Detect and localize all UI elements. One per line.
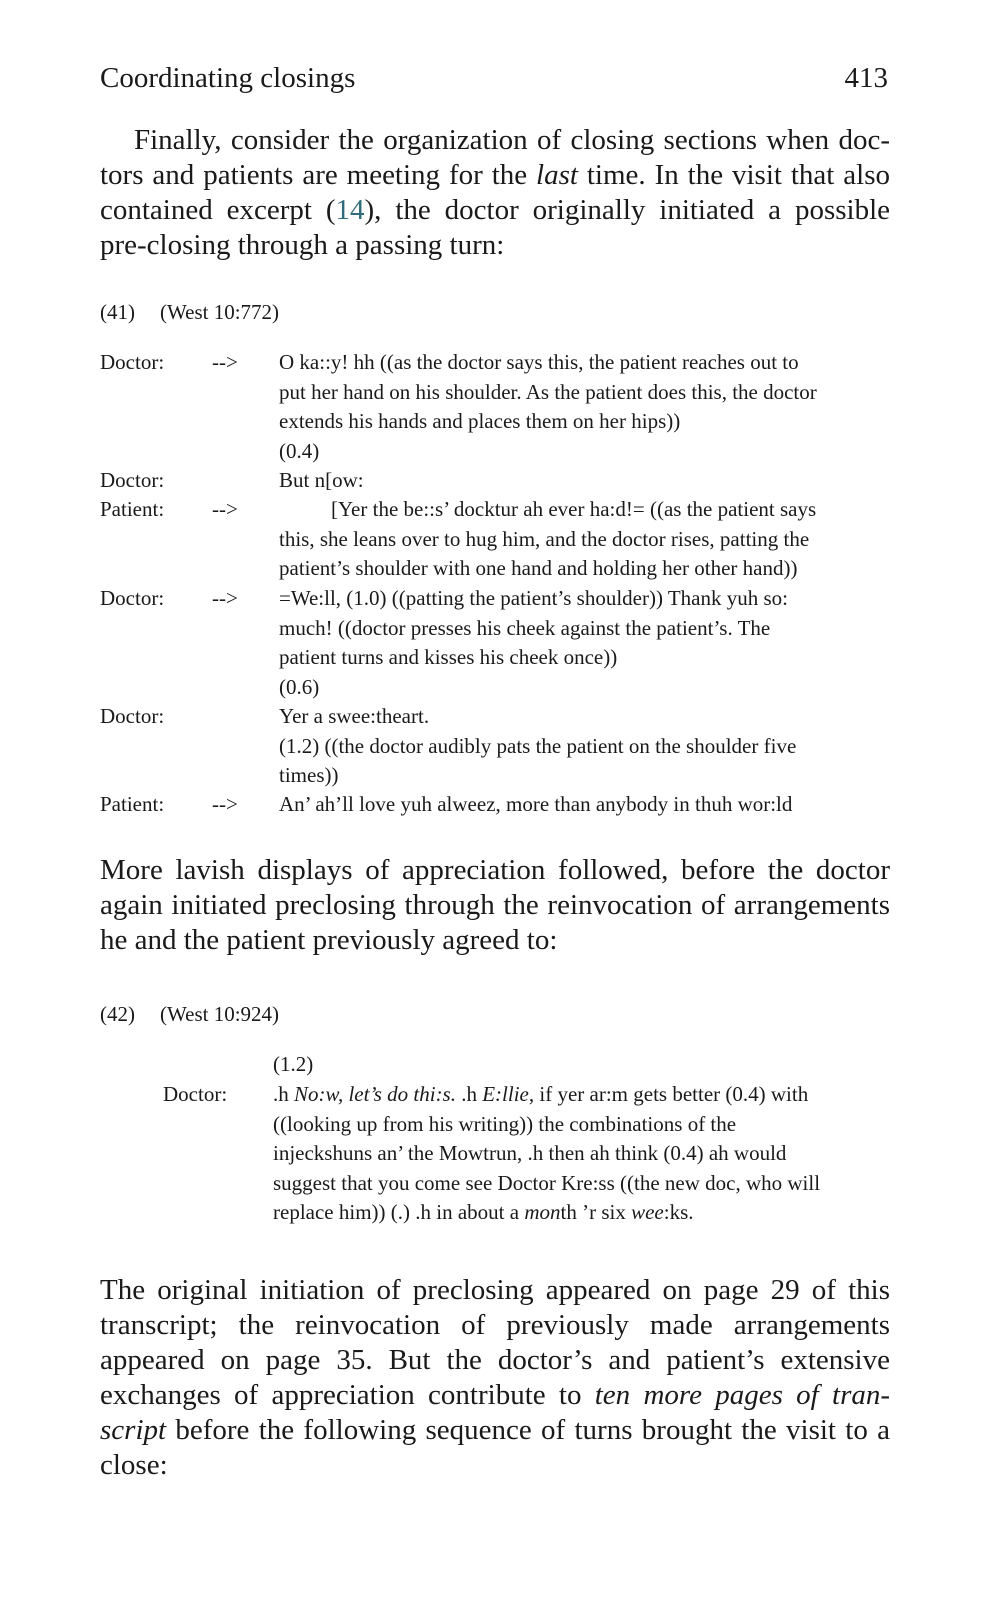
emphasis: E:llie [482,1082,529,1106]
running-head [100,62,888,95]
utterance-line: [Yer the be::s’ docktur ah ever ha:d!= ((as the patient says [331,497,817,521]
emphasis: No:w, let’s do thi:s. [294,1082,456,1106]
excerpt-reference-link[interactable]: 14 [335,194,365,226]
example-42-label [100,1002,279,1027]
page-number: 413 [844,62,888,94]
example-source: (West 10:924) [160,1002,280,1026]
text-run: Finally, consider the organization of closing sections when doc-tors and patients are meeting for the [100,124,890,191]
utterance [279,466,889,496]
speaker-label: Doctor: [100,468,165,492]
text-run: The original initiation of preclosing appeared on page 29 of this transcript; the reinvocation of previously made arrangements appeared on page 35. But the doctor’s and patient’s extensive exchanges of appreciation contribute to [100,1274,890,1411]
text-run: :ks. [663,1200,694,1224]
utterance-line: much! ((doctor presses his cheek against the patient’s. The [279,615,771,640]
utterance [279,790,889,820]
utterance-line: patient’s shoulder with one hand and holding her other hand)) [279,556,798,580]
utterance-line: times)) [279,763,339,787]
arrow-marker: --> [212,497,238,521]
paragraph-middle: More lavish displays of appreciation followed, before the doctor again initiated preclosing through the reinvocation of arrangements he and the patient previously agreed to: [100,854,890,956]
utterance-line [273,1198,889,1228]
utterance [279,702,889,791]
speaker-label: Doctor: [100,350,165,374]
text-run: th ’r six [560,1200,632,1224]
emphasis: last [536,159,578,191]
utterance [279,584,889,702]
text-run: .h [273,1082,294,1106]
utterance-line: (1.2) ((the doctor audibly pats the patient on the shoulder five [279,733,797,758]
example-41-label [100,300,279,325]
text-run: , if yer ar:m gets better (0.4) with [528,1082,809,1106]
arrow-marker: --> [212,586,238,610]
speaker-label: Patient: [100,792,165,816]
utterance-line: =We:ll, (1.0) ((patting the patient’s shoulder)) Thank yuh so: [279,586,788,610]
example-number: (42) [100,1002,135,1026]
utterance [279,348,889,466]
emphasis: ten more pages of tran-script [100,1379,891,1446]
section-title: Coordinating closings [100,62,356,94]
speaker-label: Doctor: [100,704,165,728]
paragraph-intro [100,123,890,263]
utterance-line: O ka::y! hh ((as the doctor says this, the patient reaches out to [279,350,799,374]
arrow-marker: --> [212,792,238,816]
speaker-label: Doctor: [100,586,165,610]
emphasis: wee [631,1200,664,1224]
utterance-line: this, she leans over to hug him, and the doctor rises, patting the [279,526,810,551]
utterance [273,1080,889,1228]
emphasis: mon [524,1200,561,1224]
example-source: (West 10:772) [160,300,280,324]
text-run: time. In the visit that also contained excerpt ( [100,159,890,226]
arrow-marker: --> [212,350,238,374]
speaker-label: Patient: [100,497,165,521]
text-run: replace him)) (.) .h in about a [273,1200,525,1224]
utterance-line: extends his hands and places them on her hips)) [279,409,681,433]
example-number: (41) [100,300,135,324]
text-run: ), the doctor originally initiated a possible pre-closing through a passing turn: [100,194,891,261]
paragraph-closing [100,1273,890,1483]
utterance-line: suggest that you come see Doctor Kre:ss ((the new doc, who will [273,1170,821,1195]
speaker-label: Doctor: [163,1082,228,1106]
pause-line: (1.2) [273,1052,314,1076]
utterance-line: injeckshuns an’ the Mowtrun, .h then ah think (0.4) ah would [273,1141,787,1165]
text-run: .h [455,1082,483,1106]
utterance-line: But n[ow: [279,468,364,492]
utterance-line: Yer a swee:theart. [279,704,430,728]
utterance-line: ((looking up from his writing)) the combinations of the [273,1111,737,1136]
utterance [279,495,889,584]
pause-line: (0.4) [279,438,320,463]
utterance [273,1050,889,1080]
utterance-line: patient turns and kisses his cheek once)) [279,645,618,669]
utterance-line: put her hand on his shoulder. As the patient does this, the doctor [279,379,817,404]
pause-line: (0.6) [279,674,320,699]
utterance-line [273,1080,889,1110]
text-run: before the following sequence of turns brought the visit to a close: [100,1414,890,1481]
utterance-line: An’ ah’ll love yuh alweez, more than anybody in thuh wor:ld [279,792,793,816]
